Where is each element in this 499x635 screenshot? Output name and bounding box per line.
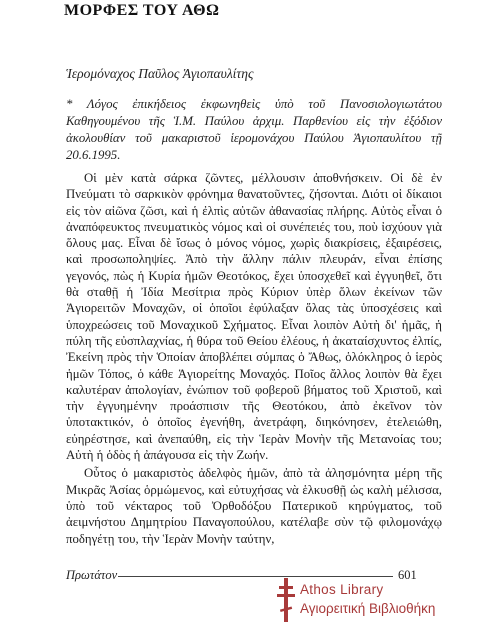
article-body	[66, 170, 442, 547]
article-author: Ἱερομόναχος Παῦλος Ἁγιοπαυλίτης	[66, 66, 254, 81]
article-footnote: * Λόγος ἐπικήδειος ἐκφωνηθεὶς ὑπὸ τοῦ Πανοσιολογιωτάτου Καθηγουμένου τῆς Ἱ.Μ. Παύλου ἀρχιμ. Παρθενίου εἰς τὴν ἐξόδιον ἀκολουθίαν τοῦ μακαριστοῦ ἱερομονάχου Παύλου Ἁγιοπαυλίτου τῇ 20.6.1995.	[66, 97, 442, 162]
footer-divider	[118, 576, 393, 577]
page-header-title: ΜΟΡΦΕΣ ΤΟΥ ΑΘΩ	[64, 2, 220, 19]
watermark-subtitle: Αγιορειτική Βιβλιοθήκη	[300, 601, 436, 616]
footer-source: Πρωτάτον	[66, 568, 118, 582]
body-paragraph: Οἱ μὲν κατὰ σάρκα ζῶντες, μέλλουσιν ἀποθνήσκειν. Οἱ δὲ ἐν Πνεύματι τὸ σαρκικὸν φρόνημα θανατοῦντες, ζήσονται. Διότι οἱ δίκαιοι εἰς τὸν αἰῶνα ζῶσι, καὶ ἡ ἐλπὶς αὐτῶν ἀθανασίας πλήρης. Αὐτὸς εἶναι ὁ ἀναπόφευκτος πνευματικὸς νόμος καὶ οἱ συνέπειές του, ποὺ ἰσχύουν γιὰ ὅλους μας. Εἶναι δὲ ἴσως ὁ μόνος νόμος, χωρὶς διακρίσεις, ἐξαιρέσεις, καὶ προσωποληψίες. Ἀπὸ τὴν ἄλλην πάλιν πλευράν, εἶναι ἐπίσης γεγονός, πὼς ἡ Κυρία ἡμῶν Θεοτόκος, ἔχει ὑποσχεθεῖ καὶ ἐγγυηθεῖ, ὅτι θὰ σταθῇ ἡ Ἰδία Μεσίτρια πρὸς Κύριον ὑπὲρ ὅλων ἐκείνων τῶν Ἁγιορειτῶν Μοναχῶν, οἱ ὁποῖοι ἐφύλαξαν ὅλας τὰς ὑποσχέσεις καὶ ὑποχρεώσεις τοῦ Μοναχικοῦ Σχήματος. Εἶναι λοιπὸν Αὐτὴ δι' ἡμᾶς, ἡ πύλη τῆς εὐσπλαχνίας, ἡ θύρα τοῦ Θείου ἐλέους, ἡ ἀκαταίσχυντος ἐλπίς, Ἐκείνη πρὸς τὴν Ὁποίαν ἀποβλέπει σύμπας ὁ Ἄθως, ὁλόκληρος ὁ ἱερὸς ἡμῶν Τόπος, ὁ κάθε Ἁγιορείτης Μοναχός. Ποῖος ἄλλος λοιπὸν θὰ ἔχει καλυτέραν ἀπολογίαν, ἐνώπιον τοῦ φοβεροῦ βήματος τοῦ Χριστοῦ, καὶ τὴν ἐγγυημένην προάσπισιν τῆς Θεοτόκου, ἀπὸ ἐκεῖνον τὸν ὑποτακτικόν, ὁ ὁποῖος ἐγενήθη, ἀνετράφη, διηκόνησεν, ἐτελειώθη, εὐηρέστησε, καὶ ἀνεπαύθη, εἰς τὴν Ἱερὰν Μονὴν τῆς Μετανοίας του; Αὐτὴ ἡ ὁδὸς ἡ ἀπάγουσα εἰς τὴν Ζωήν.	[66, 171, 442, 463]
page-number: 601	[398, 568, 417, 582]
body-paragraph: Οὗτος ὁ μακαριστὸς ἀδελφὸς ἡμῶν, ἀπὸ τὰ ἀλησμόνητα μέρη τῆς Μικρᾶς Ἀσίας ὁρμώμενος, καὶ εὐτυχήσας νὰ ἑλκυσθῇ ὡς καλὴ μέλισσα, ὑπὸ τοῦ νέκταρος τοῦ Ὀρθοδόξου Πατερικοῦ κηρύγματος, τοῦ ἀειμνήστου Δημητρίου Παναγοπούλου, κατέλαβε σὺν τῷ φιλομονάχῳ ποδηγέτῃ του, τὴν Ἱερὰν Μονὴν ταύτην,	[66, 466, 442, 546]
cross-icon	[276, 578, 296, 622]
library-watermark	[276, 578, 496, 628]
watermark-title: Athos Library	[300, 582, 384, 597]
